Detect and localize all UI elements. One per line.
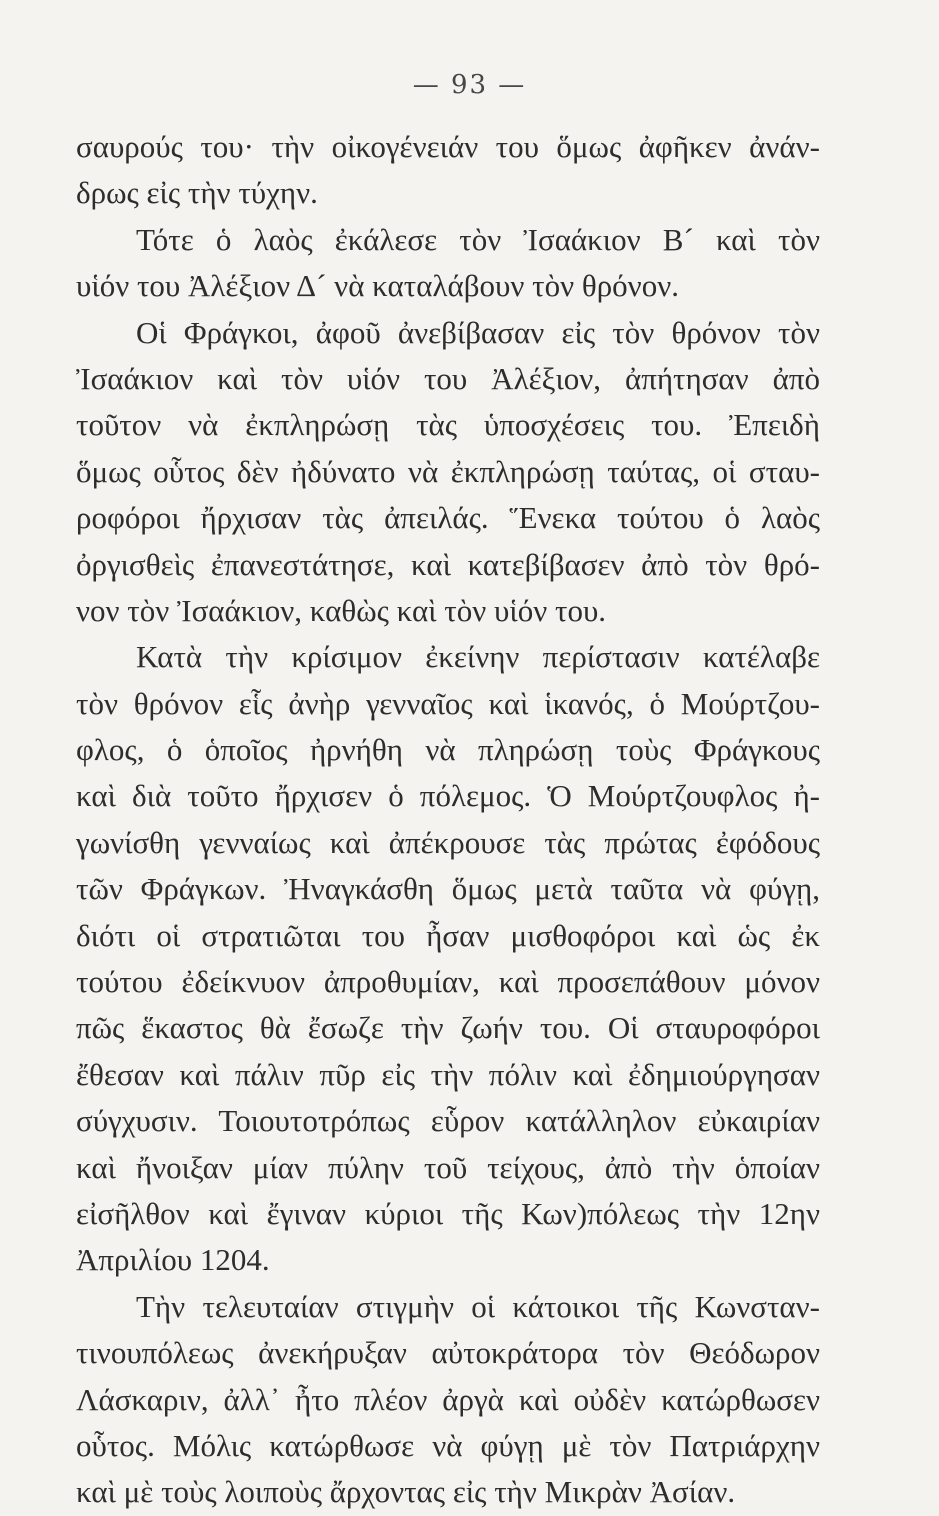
text-line: σύγχυσιν. Τοιουτοτρόπως εὗρον κατάλληλον εὐκαιρίαν [76, 1103, 820, 1139]
text-line: Τότε ὁ λαὸς ἐκάλεσε τὸν Ἰσαάκιον Β´ καὶ τὸν [136, 221, 820, 257]
text-line: καὶ μὲ τοὺς λοιποὺς ἄρχοντας εἰς τὴν Μικρὰν Ἀσίαν. [76, 1474, 736, 1510]
text-line: οὗτος. Μόλις κατώρθωσε νὰ φύγῃ μὲ τὸν Πατριάρχην [76, 1427, 820, 1463]
text-line: πῶς ἕκαστος θὰ ἔσωζε τὴν ζωήν του. Οἱ σταυροφόροι [76, 1010, 820, 1046]
text-line: ροφόροι ἤρχισαν τὰς ἀπειλάς. Ἕνεκα τούτου ὁ λαὸς [76, 500, 820, 536]
page-number: — 93 — [412, 70, 527, 100]
text-line: τοῦτον νὰ ἐκπληρώσῃ τὰς ὑποσχέσεις του. Ἐπειδὴ [76, 407, 820, 443]
text-line: φλος, ὁ ὁποῖος ἠρνήθη νὰ πληρώσῃ τοὺς Φράγκους [76, 732, 820, 768]
text-line: τὸν θρόνον εἷς ἀνὴρ γενναῖος καὶ ἱκανός, ὁ Μούρτζου- [76, 685, 820, 721]
text-line: εἰσῆλθον καὶ ἔγιναν κύριοι τῆς Κων)πόλεως τὴν 12ην [76, 1195, 820, 1231]
text-line: Κατὰ τὴν κρίσιμον ἐκείνην περίστασιν κατέλαβε [136, 639, 820, 675]
text-line: γωνίσθη γενναίως καὶ ἀπέκρουσε τὰς πρώτας ἐφόδους [76, 824, 820, 860]
text-line: διότι οἱ στρατιῶται του ἦσαν μισθοφόροι καὶ ὡς ἐκ [76, 917, 820, 953]
text-line: ἔθεσαν καὶ πάλιν πῦρ εἰς τὴν πόλιν καὶ ἐδημιούργησαν [76, 1056, 820, 1092]
text-line: Οἱ Φράγκοι, ἀφοῦ ἀνεβίβασαν εἰς τὸν θρόνον τὸν [136, 314, 820, 350]
text-line: Ἰσαάκιον καὶ τὸν υἱόν του Ἀλέξιον, ἀπήτησαν ἀπὸ [76, 360, 820, 396]
text-line: σαυρούς του· τὴν οἰκογένειάν του ὅμως ἀφῆκεν ἀνάν- [76, 129, 820, 164]
text-line: καὶ ἤνοιξαν μίαν πύλην τοῦ τείχους, ἀπὸ τὴν ὁποίαν [76, 1149, 820, 1185]
text-line: ὀργισθεὶς ἐπανεστάτησε, καὶ κατεβίβασεν ἀπὸ τὸν θρό- [76, 546, 820, 582]
text-line: υἱόν του Ἀλέξιον Δ´ νὰ καταλάβουν τὸν θρόνον. [76, 268, 679, 304]
text-line: Τὴν τελευταίαν στιγμὴν οἱ κάτοικοι τῆς Κωνσταν- [136, 1288, 820, 1324]
text-line: τούτου ἐδείκνυον ἀπροθυμίαν, καὶ προσεπάθουν μόνον [76, 964, 820, 1000]
body-text [76, 124, 820, 1516]
text-line: δρως εἰς τὴν τύχην. [76, 175, 318, 211]
text-line: καὶ διὰ τοῦτο ἤρχισεν ὁ πόλεμος. Ὁ Μούρτζουφλος ἠ- [76, 778, 820, 814]
text-line: τινουπόλεως ἀνεκήρυξαν αὐτοκράτορα τὸν Θεόδωρον [76, 1335, 820, 1371]
text-line: νον τὸν Ἰσαάκιον, καθὼς καὶ τὸν υἱόν του. [76, 592, 607, 628]
text-line: Λάσκαριν, ἀλλ᾿ ἦτο πλέον ἀργὰ καὶ οὐδὲν κατώρθωσεν [76, 1381, 820, 1417]
text-line: τῶν Φράγκων. Ἠναγκάσθη ὅμως μετὰ ταῦτα νὰ φύγῃ, [76, 871, 820, 907]
text-line: Ἀπριλίου 1204. [76, 1242, 270, 1278]
text-line: ὅμως οὗτος δὲν ἠδύνατο νὰ ἐκπληρώσῃ ταύτας, οἱ σταυ- [76, 453, 820, 489]
